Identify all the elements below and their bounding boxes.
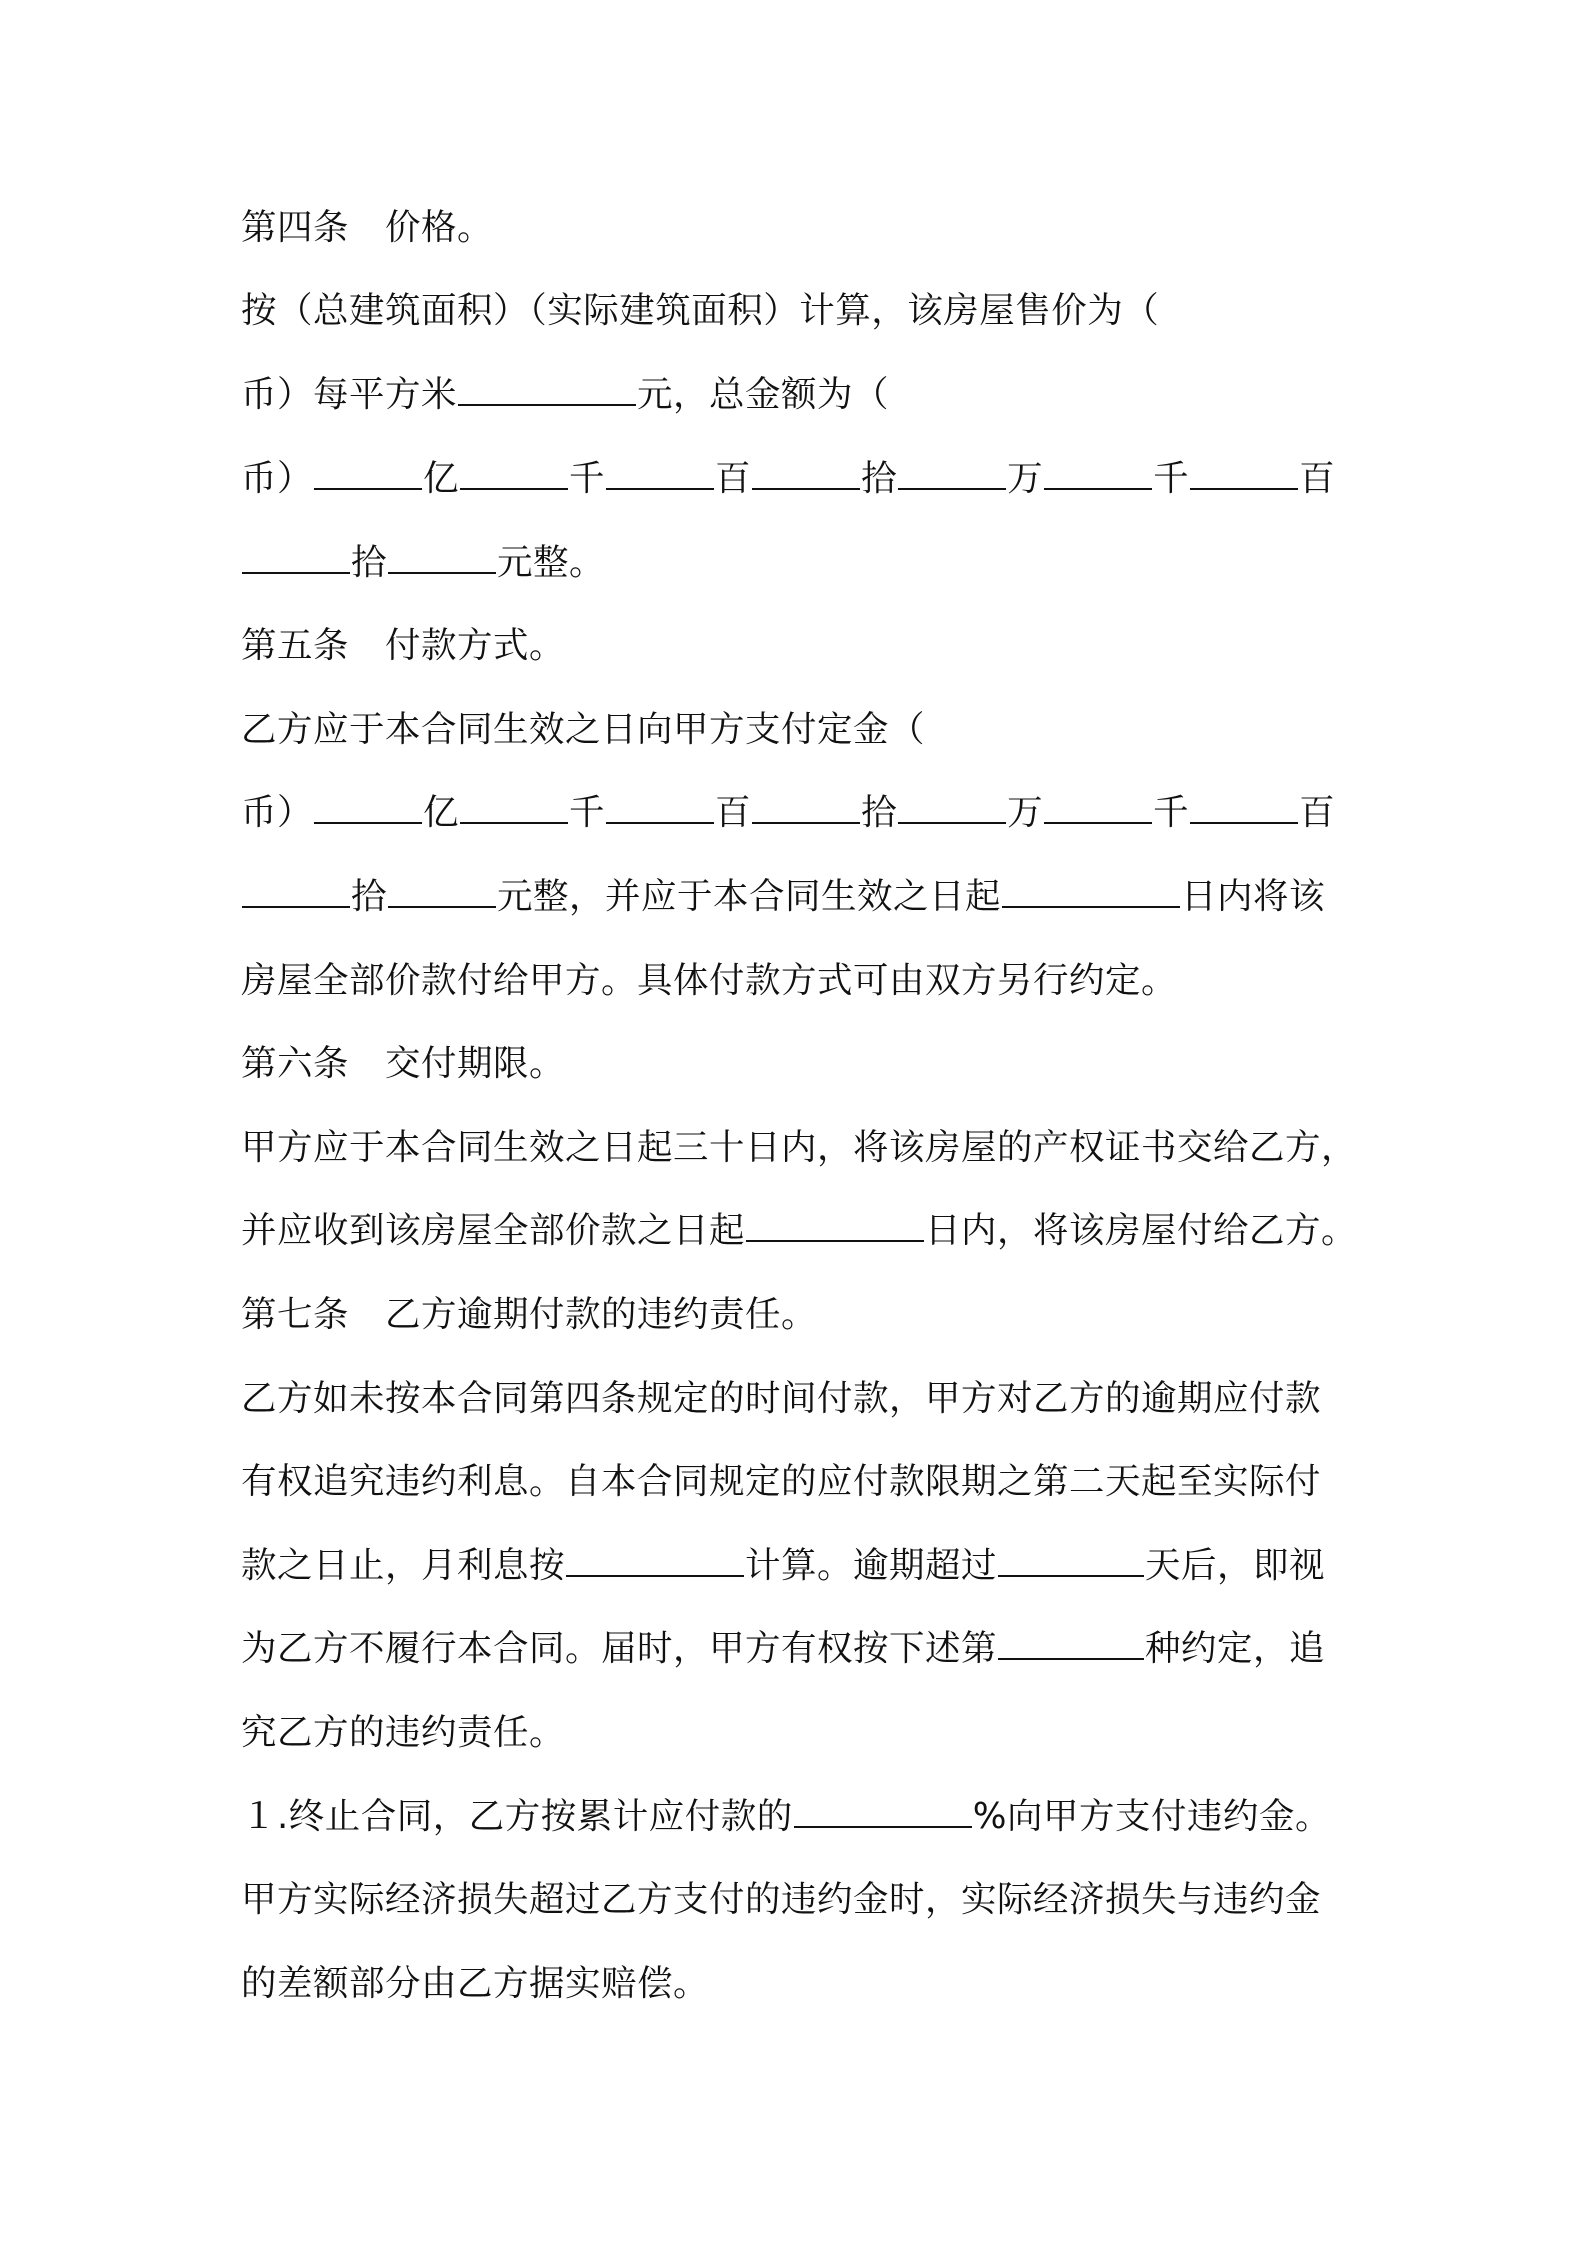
- article7-line1: 乙方如未按本合同第四条规定的时间付款，甲方对乙方的逾期应付款: [241, 1378, 1322, 1419]
- amount-blank[interactable]: [460, 458, 568, 490]
- deposit-blank[interactable]: [898, 792, 1006, 824]
- article7-line5: 究乙方的违约责任。: [241, 1712, 566, 1753]
- article4-heading: [241, 204, 1496, 252]
- article6-line1: 甲方应于本合同生效之日起三十日内，将该房屋的产权证书交给乙方，: [241, 1127, 1358, 1168]
- deposit-blank[interactable]: [752, 792, 860, 824]
- deposit-blank[interactable]: [1044, 792, 1152, 824]
- deposit-blank[interactable]: [388, 876, 496, 908]
- overdue-days-blank[interactable]: [998, 1545, 1144, 1577]
- amount-blank[interactable]: [752, 458, 860, 490]
- article4-amount-line: 币） 亿 千 百 拾 万 千 百: [241, 458, 1336, 499]
- delivery-days-blank[interactable]: [746, 1210, 924, 1242]
- article6-line2: 并应收到该房屋全部价款之日起 日内，将该房屋付给乙方。: [241, 1210, 1358, 1251]
- article4-title: 价格。: [385, 207, 494, 248]
- amount-blank[interactable]: [314, 458, 422, 490]
- article5-title: 付款方式。: [385, 625, 566, 666]
- amount-blank[interactable]: [242, 542, 350, 574]
- penalty-percent-blank[interactable]: [794, 1796, 972, 1828]
- interest-rate-blank[interactable]: [566, 1545, 744, 1577]
- article5-line-last: 房屋全部价款付给甲方。具体付款方式可由双方另行约定。: [241, 960, 1178, 1001]
- amount-blank[interactable]: [1190, 458, 1298, 490]
- article7-title: 乙方逾期付款的违约责任。: [385, 1294, 818, 1335]
- article4-amount-line2: 拾 元整。: [241, 539, 1496, 587]
- article5-amount-line2: 拾 元整，并应于本合同生效之日起 日内将该: [241, 873, 1496, 921]
- article4-number: 第四条: [241, 207, 350, 248]
- article6-heading: [241, 1040, 1496, 1088]
- article7-item1: １.终止合同，乙方按累计应付款的 %向甲方支付违约金。: [241, 1796, 1332, 1837]
- article5-heading: [241, 622, 1496, 670]
- deposit-blank[interactable]: [1190, 792, 1298, 824]
- article4-line2: 币）每平方米 元，总金额为（: [241, 374, 890, 415]
- amount-blank[interactable]: [606, 458, 714, 490]
- article7-item1-line2: 甲方实际经济损失超过乙方支付的违约金时，实际经济损失与违约金: [241, 1879, 1322, 1920]
- amount-blank[interactable]: [388, 542, 496, 574]
- deposit-blank[interactable]: [242, 876, 350, 908]
- article7-item1-line3: 的差额部分由乙方据实赔偿。: [241, 1963, 710, 2004]
- article7-heading: [241, 1291, 1496, 1339]
- article6-number: 第六条: [241, 1043, 350, 1084]
- article7-line2: 有权追究违约利息。自本合同规定的应付款限期之第二天起至实际付: [241, 1461, 1322, 1502]
- article5-line1: 乙方应于本合同生效之日向甲方支付定金（: [241, 709, 926, 750]
- deposit-blank[interactable]: [314, 792, 422, 824]
- option-number-blank[interactable]: [998, 1628, 1144, 1660]
- payment-days-blank[interactable]: [1002, 876, 1180, 908]
- article5-amount-line: 币） 亿 千 百 拾 万 千 百: [241, 792, 1336, 833]
- deposit-blank[interactable]: [460, 792, 568, 824]
- article5-number: 第五条: [241, 625, 350, 666]
- article4-line1: 按（总建筑面积）（实际建筑面积）计算，该房屋售价为（: [241, 290, 1160, 331]
- article7-line4: 为乙方不履行本合同。届时，甲方有权按下述第 种约定，追: [241, 1628, 1326, 1669]
- price-per-sqm-blank[interactable]: [458, 374, 636, 406]
- amount-blank[interactable]: [1044, 458, 1152, 490]
- article7-line3: 款之日止，月利息按 计算。逾期超过 天后，即视: [241, 1545, 1326, 1586]
- deposit-blank[interactable]: [606, 792, 714, 824]
- amount-blank[interactable]: [898, 458, 1006, 490]
- article7-number: 第七条: [241, 1294, 350, 1335]
- article6-title: 交付期限。: [385, 1043, 566, 1084]
